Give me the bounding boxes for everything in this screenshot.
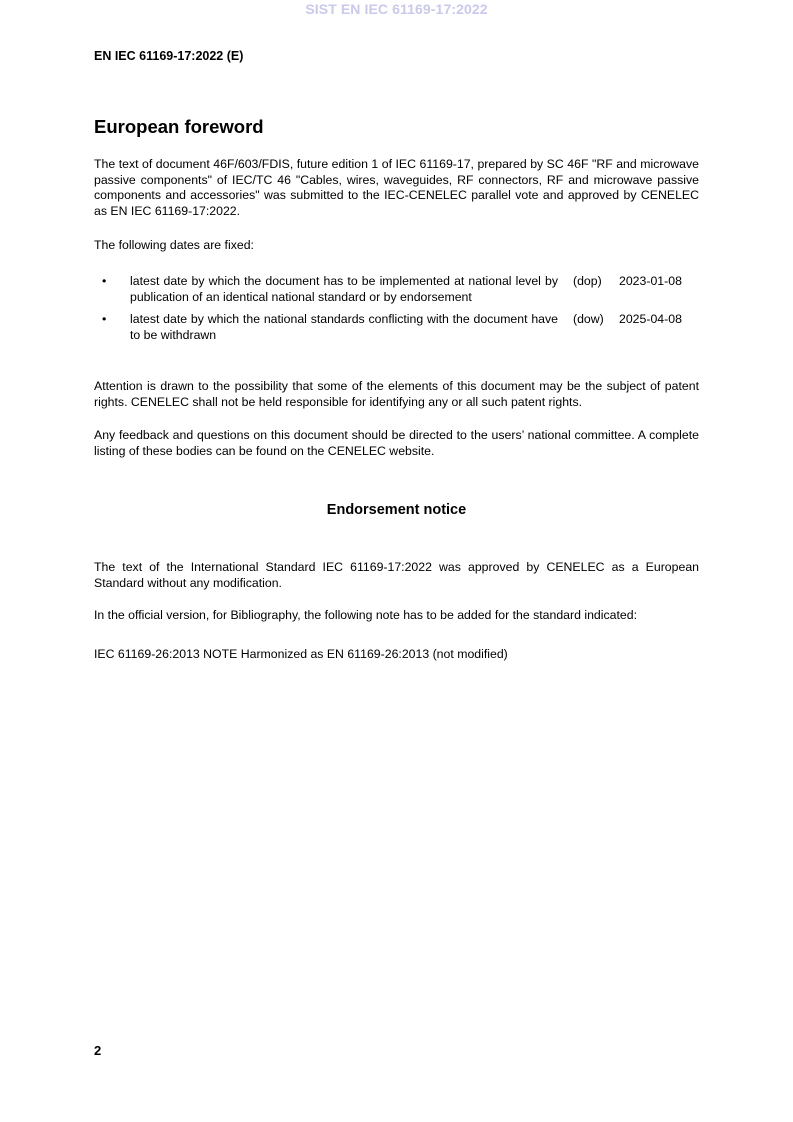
date-description: latest date by which the national standards conflicting with the document have to be withdrawn xyxy=(130,312,558,342)
date-row-dop xyxy=(94,274,699,306)
foreword-paragraph-feedback: Any feedback and questions on this document should be directed to the users’ national committee. A complete listing of these bodies can be found on the CENELEC website. xyxy=(94,428,699,458)
date-abbreviation: (dow) xyxy=(573,312,604,326)
endorsement-paragraph-2: In the official version, for Bibliography, the following note has to be added for the standard indicated: xyxy=(94,608,638,622)
date-value: 2025-04-08 xyxy=(619,312,682,326)
bullet: • xyxy=(102,312,107,326)
foreword-paragraph-1: The text of document 46F/603/FDIS, future edition 1 of IEC 61169-17, prepared by SC 46F "RF and microwave passive components" of IEC/TC 46 "Cables, wires, waveguides, RF connectors, RF and microwave passive components and accessories" was submitted to the IEC-CENELEC parallel vote and approved by CENELEC as EN IEC 61169-17:2022. xyxy=(94,157,699,218)
watermark: SIST EN IEC 61169-17:2022 xyxy=(305,1,488,17)
page-number: 2 xyxy=(94,1043,102,1058)
foreword-title: European foreword xyxy=(94,116,264,137)
foreword-paragraph-patent: Attention is drawn to the possibility that some of the elements of this document may be the subject of patent rights. CENELEC shall not be held responsible for identifying any or all such patent rights. xyxy=(94,379,699,409)
foreword-paragraph-2: The following dates are fixed: xyxy=(94,238,254,252)
endorsement-title: Endorsement notice xyxy=(326,502,467,518)
document-id-header: EN IEC 61169-17:2022 (E) xyxy=(94,49,244,63)
bibliography-note: IEC 61169-26:2013 NOTE Harmonized as EN 61169-26:2013 (not modified) xyxy=(94,647,508,661)
date-abbreviation: (dop) xyxy=(573,274,602,288)
date-description: latest date by which the document has to be implemented at national level by publication of an identical national standard or by endorsement xyxy=(130,274,558,304)
bullet: • xyxy=(102,274,107,288)
endorsement-paragraph-1: The text of the International Standard IEC 61169-17:2022 was approved by CENELEC as a European Standard without any modification. xyxy=(94,560,699,590)
date-value: 2023-01-08 xyxy=(619,274,682,288)
date-row-dow xyxy=(94,312,699,344)
